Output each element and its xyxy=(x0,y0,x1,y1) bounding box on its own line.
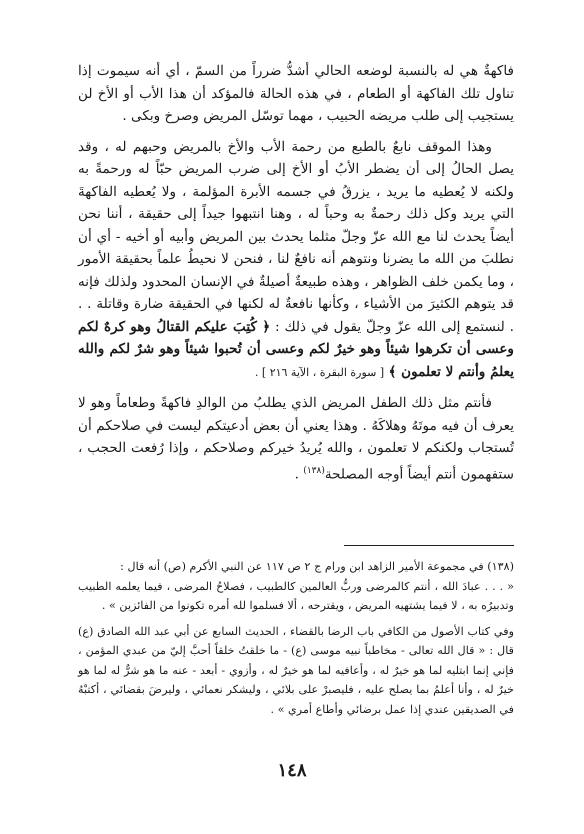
paragraph-3-end: . xyxy=(294,466,304,483)
footnote-hadith-2: وفي كتاب الأصول من الكافي باب الرضا بالقضاء ، الحديث السابع عن أبي عبد الله الصادق (ع) قال : « قال الله تعالى - مخاطباً نبيه موسى (ع) - ما خلقتُ خلقاً أحبَّ إليّ من عبدي المؤمن ، فإني إنما ابتليه لما هو خيرٌ له ، وأعافيه لما هو خيرٌ له ، وأزوي - أبعد - عنه ما هو شرٌّ له لما هو خيرٌ له ، وأنا أعلمُ بما يصلح عليه ، فليصبرْ على بلائي ، وليشكر نعمائي ، وليرضَ بقضائي ، أكتبْهُ في الصديقين عندي إذا عمل برضائي وأطاع أمري » . xyxy=(78,624,514,716)
paragraph-2-text: وهذا الموقف نابعٌ بالطبع من رحمة الأب والأخ بالمريض وحبهم له ، وقد يصل الحالُ إلى أن يضطر الأبُ أو الأخ إلى ضرب المريض حبّاً له ورحمةً به ولكنه لا يُعطيه ما يريد ، يزرقُ في جسمه الأبرة المؤلمة ، ولا يُعطيه الفاكهةَ التي يريد وكل ذلك رحمةٌ به وحباً له ، وهنا انتبهوا جيداً إلى حقيقة ، أننا نحن أيضاً يحدث لنا مع الله عزّ وجلّ مثلما يحدث بين المريض وأبيه أو أخيه - أي أن نطلبَ من الله ما يضرنا ونتوهم أنه نافعٌ لنا ، فنحن لا نحيطُ علماً بحقيقة الأمور ، وما يكمن خلف الظواهر ، وهذه طبيعةٌ أصيلةٌ في الإنسان المحدود ولذلك فإنه قد يتوهم الكثيرَ من الأشياء ، وكأنها نافعةٌ له لكنها في الحقيقة ضارة وقاتلة . . . لنستمع إلى الله عزّ وجلّ يقول في ذلك : xyxy=(78,138,514,335)
page-number: ١٤٨ xyxy=(277,760,307,781)
footnote-separator xyxy=(344,545,514,546)
paragraph-3-text: فأنتم مثل ذلك الطفل المريض الذي يطلبُ من الوالدِ فاكهةً وطعاماً وهو لا يعرف أن فيه موتَهُ وهلاكَهُ . وهذا يعني أن بعض أدعيتكم ليست في صلاحكم أن تُستجاب ولكنكم لا تعلمون ، والله يُريدُ خيركم وصلاحكم ، وإذا رُفعت الحجب ، ستفهمون أنتم أيضاً أوجه المصلحة xyxy=(78,395,514,483)
footnote-marker: (١٣٨) xyxy=(303,465,325,476)
main-text-body xyxy=(78,60,514,486)
quran-reference: [ سورة البقرة ، الآية ٢١٦ ] . xyxy=(254,365,385,379)
footnotes-section xyxy=(78,557,514,719)
paragraph-1: فاكهةٌ هي له بالنسبة لوضعه الحالي أشدُّ ضرراً من السمّ ، أي أنه سيموت إذا تناول تلك الفاكهة أو الطعام ، في هذه الحالة فالمؤكد أن هذا الأب أو الأخ لن يستجيب إلى طلب مريضه الحبيب ، مهما توسّل المريض وصرخ وبكى . xyxy=(78,63,514,124)
footnote-hadith-1: « . . . عبادَ الله ، أنتم كالمرضى وربُّ العالمين كالطبيب ، فصلاحُ المرضى ، فيما يعلمه الطبيب وتدبيرُه به ، لا فيما يشتهيه المريض ، ويقترحه ، ألا فسلموا لله أمره تكونوا من الفائزين » . xyxy=(78,579,514,612)
paragraph-2 xyxy=(78,136,514,385)
paragraph-3 xyxy=(78,392,514,486)
footnote-heading: (١٣٨) في مجموعة الأمير الزاهد ابن ورام ج ٢ ص ١١٧ عن النبي الأكرم (ص) أنه قال : xyxy=(120,560,514,573)
quran-quote: ﴿ كُتِبَ عليكم القتالُ وهو كرهٌ لكم وعسى أن تكرهوا شيئاً وهو خيرٌ لكم وعسى أن تُحبوا شيئاً وهو شرٌ لكم والله يعلمُ وأنتم لا تعلمون ﴾ xyxy=(78,318,514,380)
